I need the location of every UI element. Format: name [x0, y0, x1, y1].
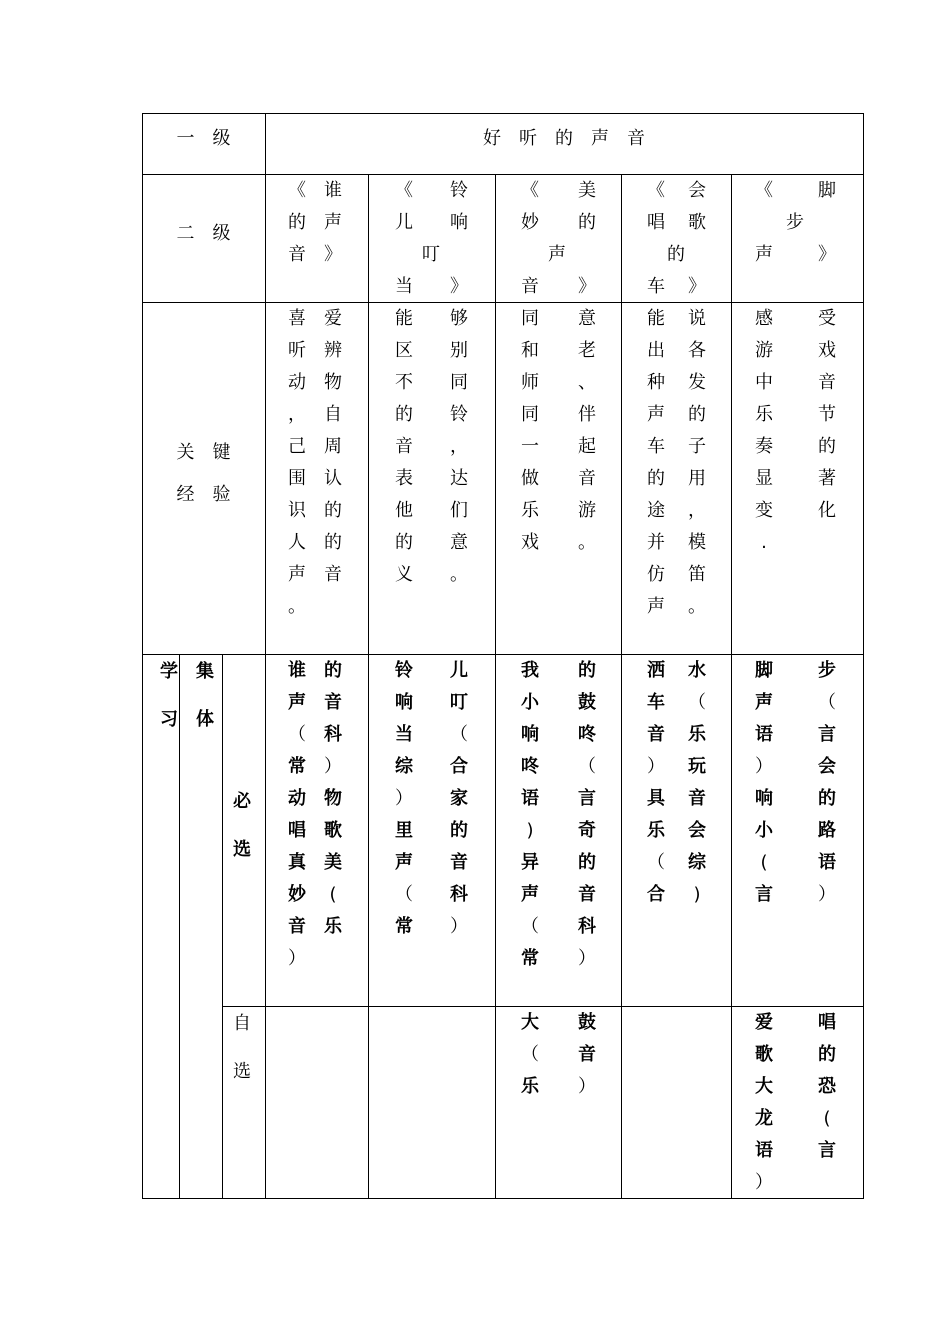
glyph: 里 [395, 820, 413, 841]
glyph: 咚 [521, 756, 539, 777]
glyph: 声 [521, 884, 539, 905]
glyph: 奇 [578, 820, 596, 841]
glyph: 能 [647, 308, 665, 329]
glyph: 子 [688, 436, 706, 457]
glyph: （ [647, 852, 665, 873]
glyph: 感 [755, 308, 773, 329]
glyph: 合 [450, 756, 468, 777]
key-experience-label-line1: 关 键 [176, 442, 231, 463]
glyph: 著 [818, 468, 836, 489]
glyph: 《 [647, 180, 665, 201]
glyph: 戏 [818, 340, 836, 361]
glyph: 《 [755, 180, 773, 201]
glyph: 当 [395, 276, 413, 297]
glyph: 《 [288, 180, 306, 201]
glyph: 儿 [450, 660, 468, 681]
glyph: 老 [578, 340, 596, 361]
glyph: 会 [688, 180, 706, 201]
glyph: 音 [578, 884, 596, 905]
optional-label-2: 选 [233, 1061, 251, 1082]
glyph: ， [450, 436, 468, 457]
glyph: 模 [688, 532, 706, 553]
glyph: 的 [578, 660, 596, 681]
glyph: 小 [755, 820, 773, 841]
glyph: 》 [324, 244, 342, 265]
glyph: 节 [818, 404, 836, 425]
glyph: （ [521, 916, 539, 937]
glyph: 别 [450, 340, 468, 361]
glyph: 伴 [578, 404, 596, 425]
glyph: 语 [755, 1140, 773, 1161]
required-label-2: 选 [233, 839, 251, 860]
glyph: 游 [755, 340, 773, 361]
glyph: 音 [521, 276, 539, 297]
glyph: 龙 [755, 1108, 773, 1129]
glyph: （ [578, 756, 596, 777]
study-label-1: 学 [160, 661, 178, 682]
glyph: 洒 [647, 660, 665, 681]
glyph: 戏 [521, 532, 539, 553]
glyph: 的 [324, 500, 342, 521]
glyph: 声 [395, 852, 413, 873]
glyph: 一 [521, 436, 539, 457]
glyph: ） [578, 948, 596, 969]
glyph: 笛 [688, 564, 706, 585]
glyph: 科 [578, 916, 596, 937]
key-experience-cell [369, 308, 370, 309]
glyph: 识 [288, 500, 306, 521]
glyph: 用 [688, 468, 706, 489]
glyph: 中 [755, 372, 773, 393]
glyph: 声 [647, 596, 665, 617]
key-experience-cell [496, 308, 497, 309]
glyph: 发 [688, 372, 706, 393]
glyph: 周 [324, 436, 342, 457]
glyph: 动 [288, 788, 306, 809]
glyph: 变 [755, 500, 773, 521]
glyph: 脚 [755, 660, 773, 681]
glyph: 言 [755, 884, 773, 905]
glyph: 己 [288, 436, 306, 457]
glyph: 家 [450, 788, 468, 809]
glyph: 音 [288, 244, 306, 265]
level2-cell [732, 180, 733, 181]
glyph: 铃 [450, 404, 468, 425]
glyph: 各 [688, 340, 706, 361]
glyph: 音 [578, 1044, 596, 1065]
glyph: 同 [521, 308, 539, 329]
glyph: 声 [755, 692, 773, 713]
required-label-1: 必 [233, 791, 251, 812]
glyph: 音 [688, 788, 706, 809]
glyph: 音 [324, 692, 342, 713]
glyph: 车 [647, 692, 665, 713]
glyph: 综 [688, 852, 706, 873]
glyph: 综 [395, 756, 413, 777]
glyph: 的 [578, 852, 596, 873]
glyph: 自 [324, 404, 342, 425]
glyph: 乐 [324, 916, 342, 937]
glyph: 动 [288, 372, 306, 393]
glyph: 够 [450, 308, 468, 329]
glyph: 起 [578, 436, 596, 457]
glyph: 语 [521, 788, 539, 809]
glyph: 唱 [647, 212, 665, 233]
glyph: 歌 [755, 1044, 773, 1065]
glyph: （ [450, 724, 468, 745]
glyph: 音 [288, 916, 306, 937]
glyph: 的 [288, 212, 306, 233]
glyph: 车 [647, 276, 665, 297]
glyph: 游 [578, 500, 596, 521]
glyph: 》 [578, 276, 596, 297]
required-cell [622, 660, 623, 661]
glyph: ） [755, 1172, 773, 1193]
glyph: 达 [450, 468, 468, 489]
glyph: 辨 [324, 340, 342, 361]
glyph: 听 [288, 340, 306, 361]
glyph: 叮 [422, 244, 440, 265]
glyph: 步 [818, 660, 836, 681]
glyph: 的 [688, 404, 706, 425]
glyph: ） [324, 756, 342, 777]
glyph: 音 [647, 724, 665, 745]
glyph: 同 [521, 404, 539, 425]
glyph: 鼓 [578, 1012, 596, 1033]
glyph: 他 [395, 500, 413, 521]
glyph: 的 [818, 788, 836, 809]
glyph: 叮 [450, 692, 468, 713]
glyph: 同 [450, 372, 468, 393]
glyph: 语 [755, 724, 773, 745]
glyph: 歌 [324, 820, 342, 841]
glyph: 。 [450, 564, 468, 585]
glyph: ） [288, 948, 306, 969]
glyph: 的 [647, 468, 665, 489]
glyph: ( [823, 1108, 831, 1129]
glyph: 乐 [521, 500, 539, 521]
glyph: （ [818, 692, 836, 713]
glyph: 做 [521, 468, 539, 489]
glyph: ） [647, 756, 665, 777]
glyph: 小 [521, 692, 539, 713]
level1-label: 一 级 [176, 128, 231, 149]
glyph: 歌 [688, 212, 706, 233]
glyph: 玩 [688, 756, 706, 777]
key-experience-label-line2: 经 验 [176, 484, 231, 505]
glyph: （ [395, 884, 413, 905]
glyph: 声 [755, 244, 773, 265]
level2-cell [369, 180, 370, 181]
level2-label: 二 级 [176, 223, 231, 244]
glyph: 乐 [688, 724, 706, 745]
glyph: 们 [450, 500, 468, 521]
glyph: 不 [395, 372, 413, 393]
glyph: 并 [647, 532, 665, 553]
level2-cell [622, 180, 623, 181]
glyph: 会 [818, 756, 836, 777]
glyph: 声 [288, 564, 306, 585]
optional-label-1: 自 [233, 1013, 251, 1034]
glyph: 音 [450, 852, 468, 873]
glyph: 当 [395, 724, 413, 745]
level2-cell [266, 180, 267, 181]
glyph: 出 [647, 340, 665, 361]
glyph: 的 [667, 244, 685, 265]
glyph: ） [395, 788, 413, 809]
glyph: ） [578, 1076, 596, 1097]
glyph: 和 [521, 340, 539, 361]
glyph: ） [450, 916, 468, 937]
glyph: 师 [521, 372, 539, 393]
glyph: 响 [755, 788, 773, 809]
glyph: 言 [818, 724, 836, 745]
glyph: 美 [578, 180, 596, 201]
glyph: 大 [755, 1076, 773, 1097]
glyph: 》 [450, 276, 468, 297]
glyph: 、 [578, 372, 596, 393]
glyph: 爱 [755, 1012, 773, 1033]
glyph: ) [526, 820, 534, 841]
glyph: 喜 [288, 308, 306, 329]
glyph: 受 [818, 308, 836, 329]
glyph: 响 [521, 724, 539, 745]
glyph: （ [288, 724, 306, 745]
glyph: 水 [688, 660, 706, 681]
collective-label-2: 体 [196, 709, 214, 730]
glyph: 认 [324, 468, 342, 489]
glyph: 响 [395, 692, 413, 713]
glyph: 仿 [647, 564, 665, 585]
glyph: 义 [395, 564, 413, 585]
glyph: 唱 [818, 1012, 836, 1033]
glyph: 的 [578, 212, 596, 233]
glyph: 真 [288, 852, 306, 873]
glyph: 科 [324, 724, 342, 745]
glyph: 》 [818, 244, 836, 265]
glyph: 车 [647, 436, 665, 457]
glyph: 表 [395, 468, 413, 489]
glyph: 意 [450, 532, 468, 553]
glyph: 妙 [288, 884, 306, 905]
glyph: 声 [548, 244, 566, 265]
key-experience-cell [732, 308, 733, 309]
glyph: ） [818, 884, 836, 905]
glyph: 声 [324, 212, 342, 233]
key-experience-cell [266, 308, 267, 309]
glyph: 言 [578, 788, 596, 809]
glyph: 咚 [578, 724, 596, 745]
glyph: 鼓 [578, 692, 596, 713]
glyph: 种 [647, 372, 665, 393]
glyph: 美 [324, 852, 342, 873]
glyph: 《 [395, 180, 413, 201]
collective-label-1: 集 [196, 661, 214, 682]
glyph: 异 [521, 852, 539, 873]
glyph: 显 [755, 468, 773, 489]
glyph: 物 [324, 372, 342, 393]
glyph: 围 [288, 468, 306, 489]
glyph: 会 [688, 820, 706, 841]
glyph: 乐 [755, 404, 773, 425]
glyph: ， [688, 500, 706, 521]
glyph: 妙 [521, 212, 539, 233]
glyph: （ [688, 692, 706, 713]
glyph: 路 [818, 820, 836, 841]
glyph: 脚 [818, 180, 836, 201]
glyph: 大 [521, 1012, 539, 1033]
glyph: 《 [521, 180, 539, 201]
glyph: 化 [818, 500, 836, 521]
glyph: 。 [288, 596, 306, 617]
glyph: 乐 [647, 820, 665, 841]
optional-cell [732, 1012, 733, 1013]
glyph: 说 [688, 308, 706, 329]
glyph: 途 [647, 500, 665, 521]
glyph: 音 [818, 372, 836, 393]
glyph: ( [760, 852, 768, 873]
glyph: 意 [578, 308, 596, 329]
glyph: 。 [578, 532, 596, 553]
glyph: 乐 [521, 1076, 539, 1097]
required-cell [369, 660, 370, 661]
glyph: . [761, 532, 767, 553]
level2-cell [496, 180, 497, 181]
glyph: 的 [395, 532, 413, 553]
glyph: 儿 [395, 212, 413, 233]
required-cell [496, 660, 497, 661]
glyph: 谁 [324, 180, 342, 201]
glyph: 的 [450, 820, 468, 841]
glyph: 音 [395, 436, 413, 457]
study-label-2: 习 [160, 709, 178, 730]
key-experience-cell [622, 308, 623, 309]
glyph: 区 [395, 340, 413, 361]
level1-title: 好 听 的 声 音 [483, 128, 645, 149]
glyph: 具 [647, 788, 665, 809]
glyph: ， [288, 404, 306, 425]
glyph: 奏 [755, 436, 773, 457]
required-cell [732, 660, 733, 661]
glyph: 的 [324, 532, 342, 553]
glyph: ) [693, 884, 701, 905]
glyph: 铃 [450, 180, 468, 201]
glyph: 铃 [395, 660, 413, 681]
glyph: 谁 [288, 660, 306, 681]
glyph: 常 [521, 948, 539, 969]
glyph: （ [521, 1044, 539, 1065]
glyph: 合 [647, 884, 665, 905]
required-cell [266, 660, 267, 661]
glyph: 科 [450, 884, 468, 905]
glyph: 常 [288, 756, 306, 777]
glyph: 人 [288, 532, 306, 553]
glyph: 的 [818, 436, 836, 457]
glyph: 爱 [324, 308, 342, 329]
glyph: 常 [395, 916, 413, 937]
glyph: 的 [395, 404, 413, 425]
glyph: 言 [818, 1140, 836, 1161]
glyph: ） [755, 756, 773, 777]
glyph: 的 [324, 660, 342, 681]
glyph: ( [329, 884, 337, 905]
glyph: 唱 [288, 820, 306, 841]
glyph: 恐 [818, 1076, 836, 1097]
glyph: 音 [324, 564, 342, 585]
glyph: 物 [324, 788, 342, 809]
glyph: 的 [818, 1044, 836, 1065]
glyph: 声 [647, 404, 665, 425]
glyph: 音 [578, 468, 596, 489]
glyph: 语 [818, 852, 836, 873]
glyph: 声 [288, 692, 306, 713]
glyph: 响 [450, 212, 468, 233]
glyph: 》 [688, 276, 706, 297]
glyph: 。 [688, 596, 706, 617]
optional-cell [496, 1012, 497, 1013]
glyph: 能 [395, 308, 413, 329]
glyph: 步 [786, 212, 804, 233]
glyph: 我 [521, 660, 539, 681]
